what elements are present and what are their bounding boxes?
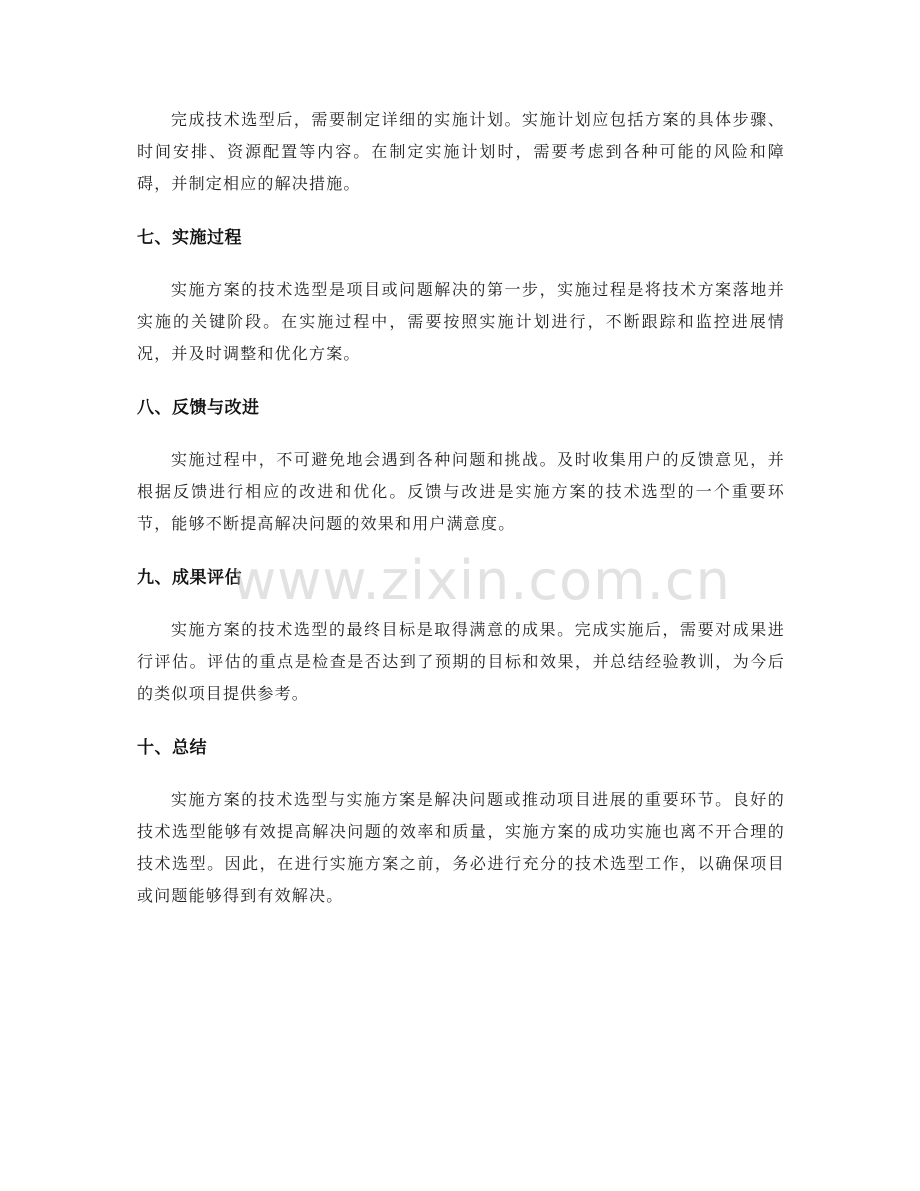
section-heading-implementation: 七、实施过程 [137, 228, 242, 248]
section-heading-evaluation: 九、成果评估 [137, 568, 242, 588]
document-body [137, 104, 785, 912]
spacer [137, 250, 785, 274]
spacer [137, 760, 785, 784]
spacer [137, 200, 785, 226]
section-heading-summary: 十、总结 [137, 738, 207, 758]
section-paragraph-summary: 实施方案的技术选型与实施方案是解决问题或推动项目进展的重要环节。良好的技术选型能够有效提高解决问题的效率和质量，实施方案的成功实施也离不开合理的技术选型。因此，在进行实施方案之前，务必进行充分的技术选型工作，以确保项目或问题能够得到有效解决。 [137, 790, 785, 905]
watermark: www.zixin.com.cn [232, 549, 731, 612]
intro-paragraph: 完成技术选型后，需要制定详细的实施计划。实施计划应包括方案的具体步骤、时间安排、资源配置等内容。在制定实施计划时，需要考虑到各种可能的风险和障碍，并制定相应的解决措施。 [137, 110, 785, 193]
spacer [137, 370, 785, 396]
section-heading-feedback: 八、反馈与改进 [137, 398, 260, 418]
spacer [137, 420, 785, 444]
spacer [137, 590, 785, 614]
spacer [137, 710, 785, 736]
section-paragraph-implementation: 实施方案的技术选型是项目或问题解决的第一步，实施过程是将技术方案落地并实施的关键阶段。在实施过程中，需要按照实施计划进行，不断跟踪和监控进展情况，并及时调整和优化方案。 [137, 280, 785, 363]
spacer [137, 540, 785, 566]
section-paragraph-evaluation: 实施方案的技术选型的最终目标是取得满意的成果。完成实施后，需要对成果进行评估。评估的重点是检查是否达到了预期的目标和效果，并总结经验教训，为今后的类似项目提供参考。 [137, 620, 785, 703]
section-paragraph-feedback: 实施过程中，不可避免地会遇到各种问题和挑战。及时收集用户的反馈意见，并根据反馈进行相应的改进和优化。反馈与改进是实施方案的技术选型的一个重要环节，能够不断提高解决问题的效果和用户满意度。 [137, 450, 785, 533]
